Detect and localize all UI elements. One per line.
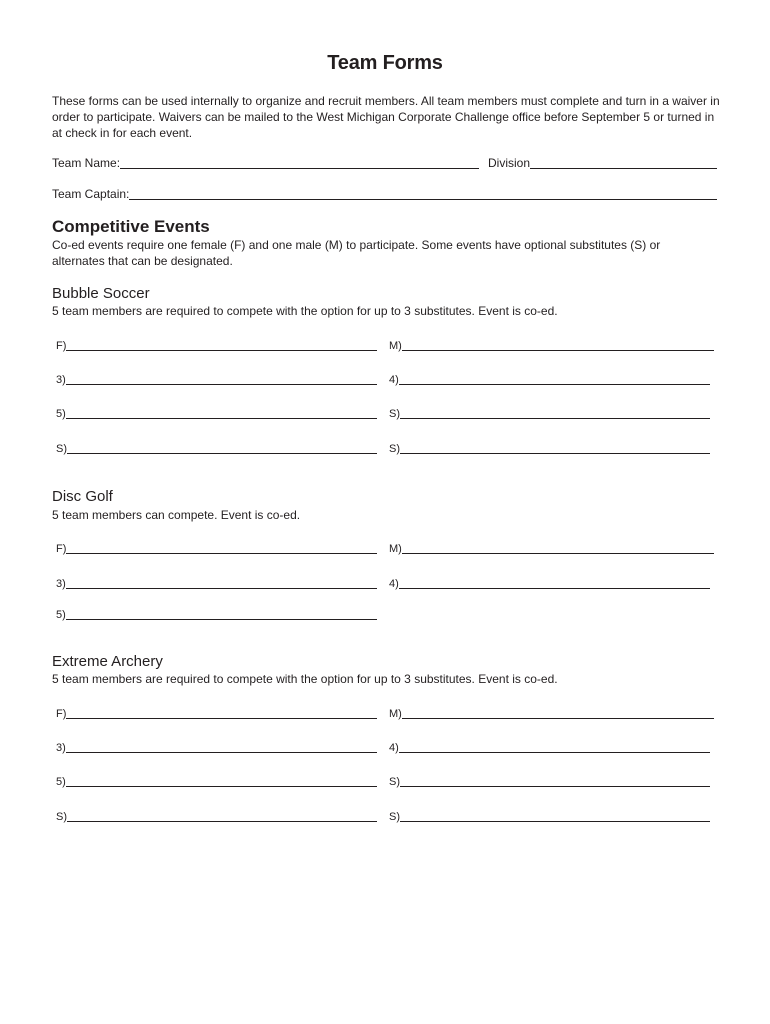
- field-line[interactable]: [66, 774, 377, 787]
- bubble-soccer-field-s2[interactable]: [56, 441, 377, 457]
- team-name-field[interactable]: [52, 155, 479, 171]
- bubble-soccer-field-m[interactable]: [389, 338, 714, 354]
- field-line[interactable]: [66, 372, 377, 385]
- field-label: 5): [56, 776, 66, 788]
- field-line[interactable]: [400, 441, 710, 454]
- field-label: S): [389, 811, 400, 823]
- field-label: 4): [389, 742, 399, 754]
- competitive-events-description: Co-ed events require one female (F) and one male (M) to participate. Some events have optional substitutes (S) or alternates that can be designated.: [52, 238, 661, 268]
- team-name-label: Team Name:: [52, 156, 121, 170]
- disc-golf-field-5[interactable]: [56, 607, 377, 623]
- field-label: S): [389, 408, 400, 420]
- field-label: S): [389, 776, 400, 788]
- team-captain-line[interactable]: [129, 187, 717, 200]
- bubble-soccer-field-5[interactable]: [56, 406, 377, 422]
- division-label: Division: [488, 156, 531, 170]
- field-line[interactable]: [402, 338, 714, 351]
- team-name-line[interactable]: [120, 156, 479, 169]
- bubble-soccer-field-4[interactable]: [389, 372, 710, 388]
- field-line[interactable]: [66, 576, 377, 589]
- field-label: 4): [389, 578, 399, 590]
- disc-golf-field-m[interactable]: [389, 541, 714, 557]
- field-label: 5): [56, 408, 66, 420]
- field-label: 3): [56, 742, 66, 754]
- division-line[interactable]: [530, 156, 717, 169]
- bubble-soccer-field-f[interactable]: [56, 338, 377, 354]
- disc-golf-field-f[interactable]: [56, 541, 377, 557]
- field-line[interactable]: [399, 372, 710, 385]
- bubble-soccer-field-s1[interactable]: [389, 406, 710, 422]
- field-line[interactable]: [66, 541, 377, 554]
- page-title: Team Forms: [327, 52, 443, 74]
- extreme-archery-field-f[interactable]: [56, 706, 377, 722]
- extreme-archery-field-3[interactable]: [56, 740, 377, 756]
- field-line[interactable]: [399, 740, 710, 753]
- field-line[interactable]: [400, 774, 710, 787]
- disc-golf-field-3[interactable]: [56, 576, 377, 592]
- field-line[interactable]: [402, 541, 714, 554]
- field-label: M): [389, 543, 402, 555]
- extreme-archery-field-4[interactable]: [389, 740, 710, 756]
- extreme-archery-field-m[interactable]: [389, 706, 714, 722]
- event-description-disc-golf: 5 team members can compete. Event is co-ed.: [52, 508, 301, 522]
- team-captain-field[interactable]: [52, 186, 717, 202]
- field-line[interactable]: [66, 607, 377, 620]
- intro-paragraph: These forms can be used internally to organize and recruit members. All team members must complete and turn in a waiver in order to participate. Waivers can be mailed to the West Michigan Corporate Challenge office before September 5 or turned in at check in for each event.: [52, 94, 720, 140]
- field-line[interactable]: [66, 338, 377, 351]
- team-captain-label: Team Captain:: [52, 187, 130, 201]
- disc-golf-field-4[interactable]: [389, 576, 710, 592]
- extreme-archery-field-s1[interactable]: [389, 774, 710, 790]
- field-label: 4): [389, 374, 399, 386]
- event-description-bubble-soccer: 5 team members are required to compete with the option for up to 3 substitutes. Event is co-ed.: [52, 304, 558, 318]
- field-line[interactable]: [399, 576, 710, 589]
- field-label: 5): [56, 609, 66, 621]
- event-title-extreme-archery: Extreme Archery: [52, 653, 163, 670]
- field-label: M): [389, 340, 402, 352]
- field-line[interactable]: [67, 809, 377, 822]
- field-label: S): [56, 811, 67, 823]
- field-line[interactable]: [66, 406, 377, 419]
- field-line[interactable]: [66, 706, 377, 719]
- field-label: S): [389, 443, 400, 455]
- field-label: 3): [56, 374, 66, 386]
- field-label: F): [56, 543, 67, 555]
- field-line[interactable]: [67, 441, 377, 454]
- event-title-disc-golf: Disc Golf: [52, 488, 113, 505]
- field-label: F): [56, 340, 67, 352]
- field-label: 3): [56, 578, 66, 590]
- competitive-events-heading: Competitive Events: [52, 217, 210, 236]
- field-line[interactable]: [402, 706, 714, 719]
- extreme-archery-field-s3[interactable]: [389, 809, 710, 825]
- field-label: F): [56, 708, 67, 720]
- bubble-soccer-field-s3[interactable]: [389, 441, 710, 457]
- bubble-soccer-field-3[interactable]: [56, 372, 377, 388]
- division-field[interactable]: [488, 155, 717, 171]
- field-label: M): [389, 708, 402, 720]
- field-label: S): [56, 443, 67, 455]
- field-line[interactable]: [66, 740, 377, 753]
- field-line[interactable]: [400, 809, 710, 822]
- extreme-archery-field-5[interactable]: [56, 774, 377, 790]
- event-description-extreme-archery: 5 team members are required to compete with the option for up to 3 substitutes. Event is co-ed.: [52, 672, 558, 686]
- field-line[interactable]: [400, 406, 710, 419]
- event-title-bubble-soccer: Bubble Soccer: [52, 285, 150, 302]
- extreme-archery-field-s2[interactable]: [56, 809, 377, 825]
